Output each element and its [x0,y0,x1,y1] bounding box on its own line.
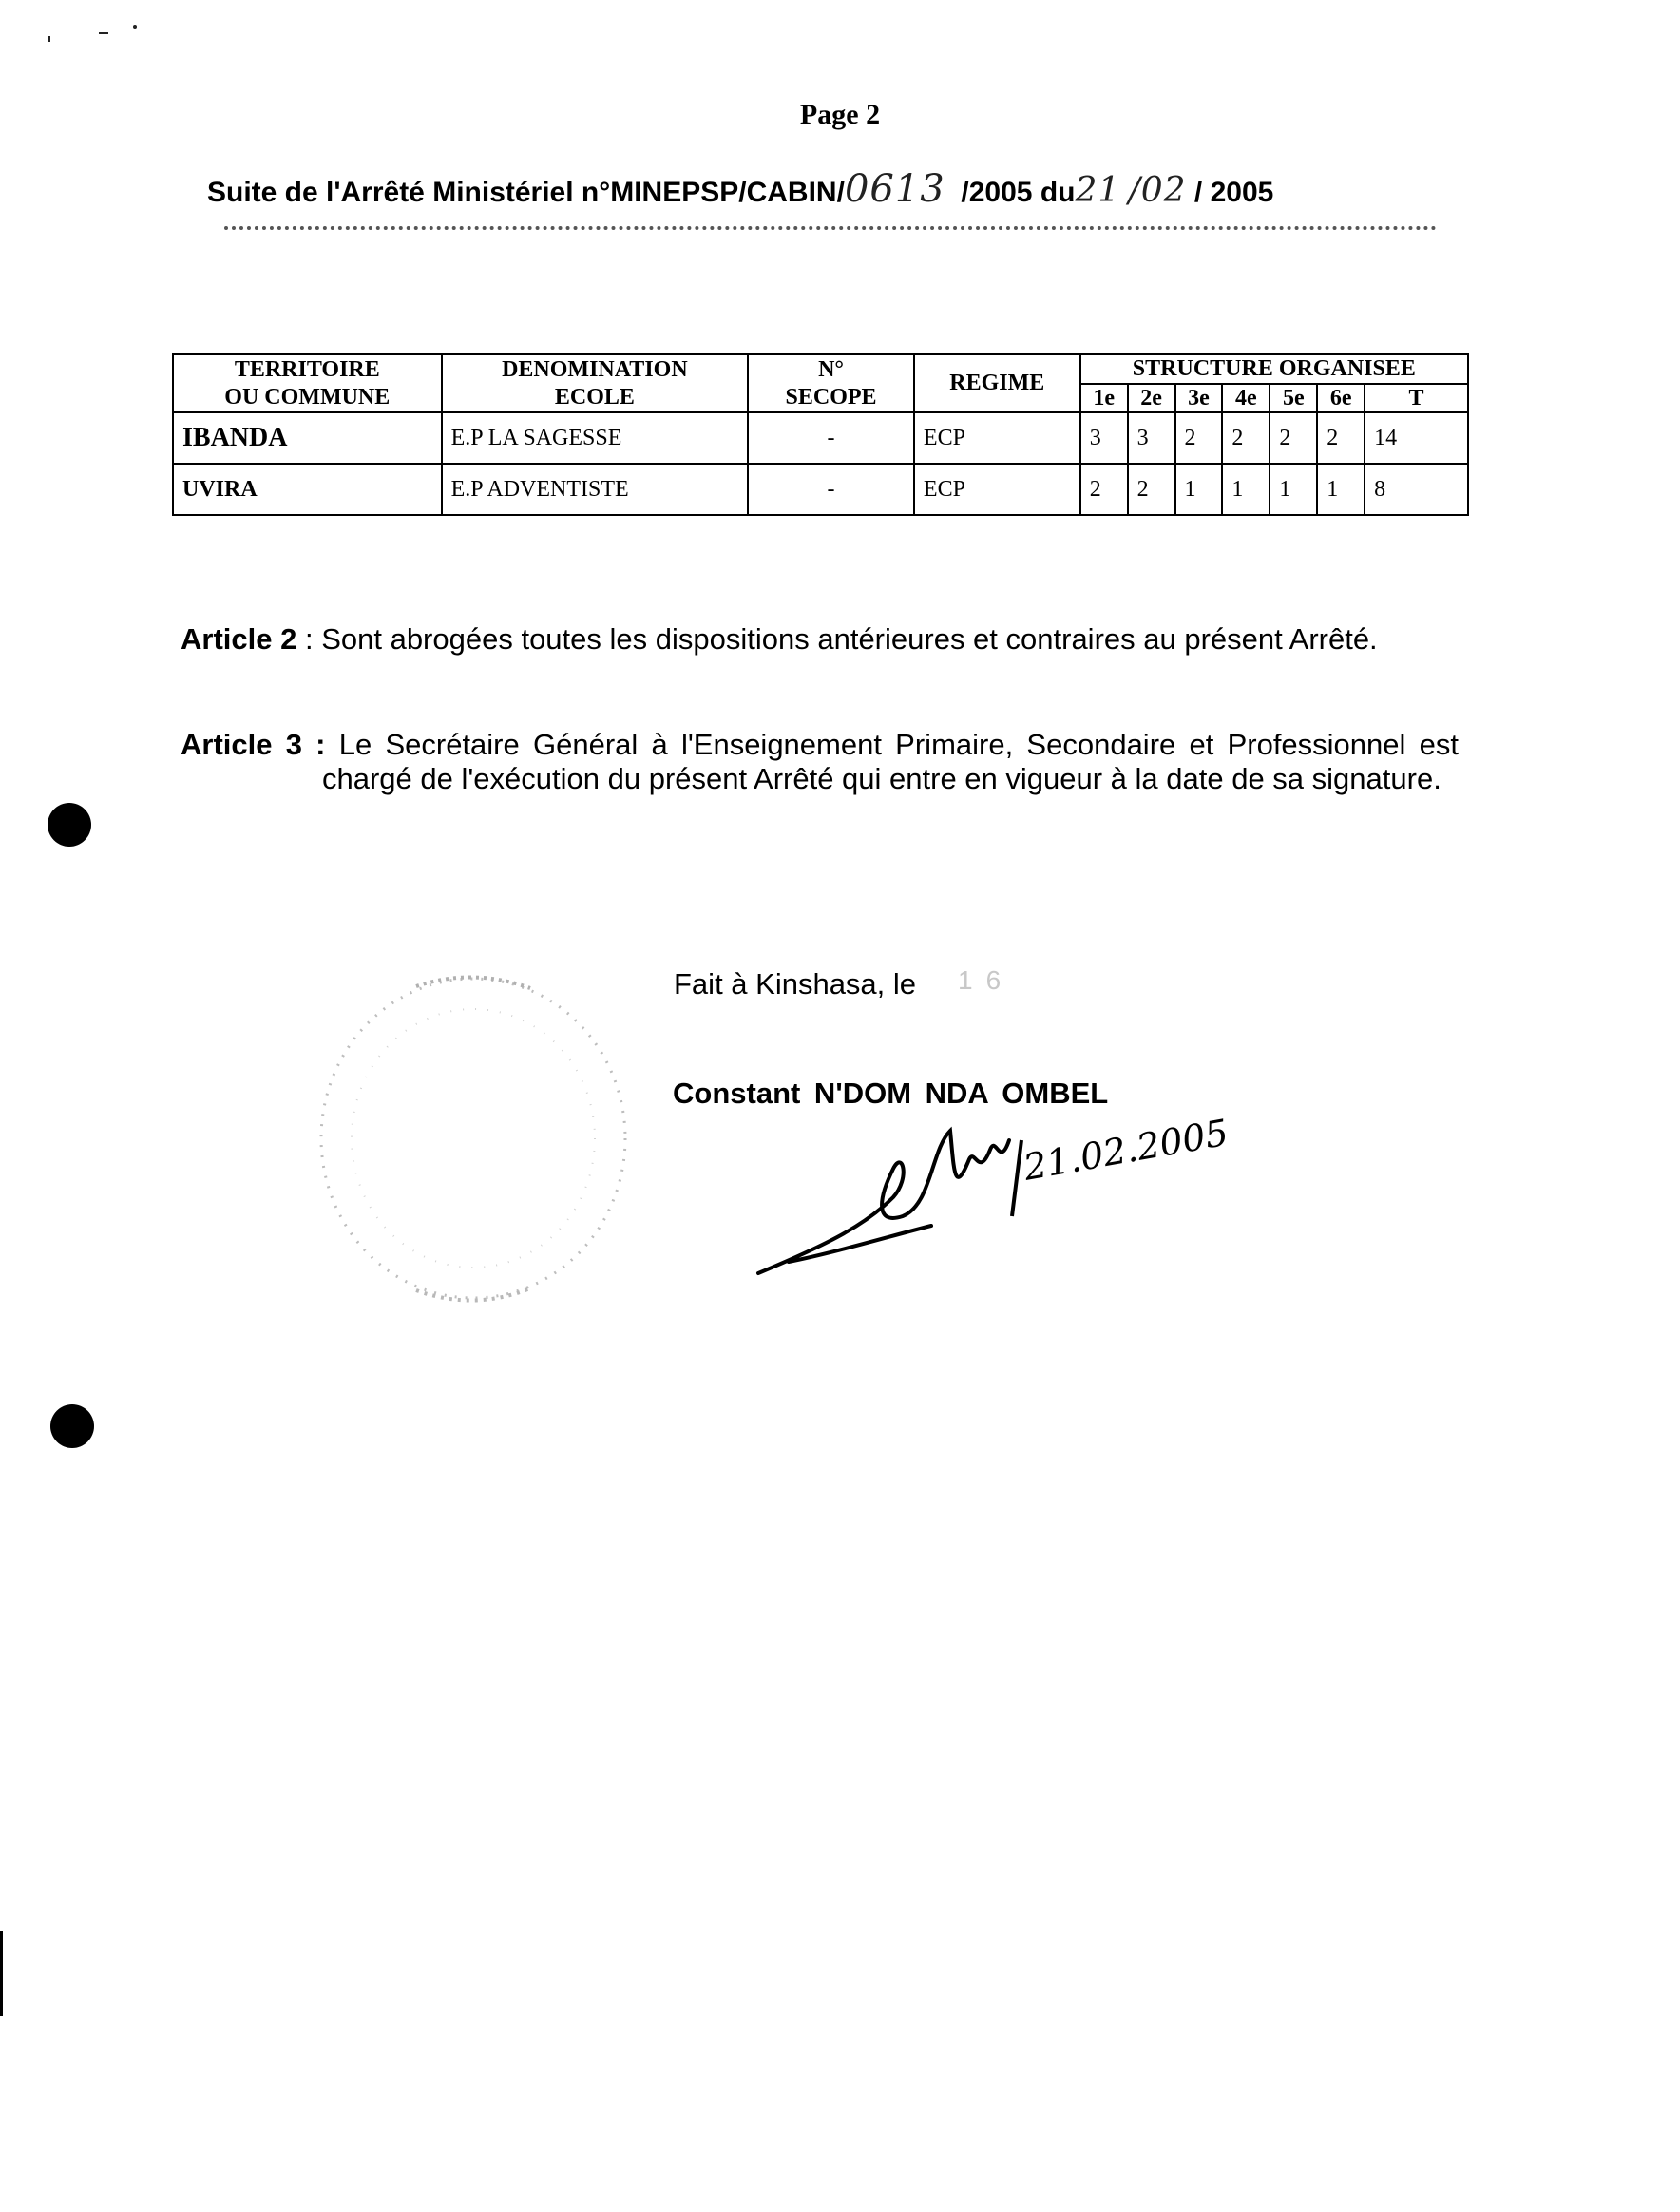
col-header-class: 1e [1080,384,1128,412]
handwritten-day: 21 [1075,171,1121,210]
cell-class-count: 3 [1080,412,1128,464]
col-header-line: N° [818,356,845,382]
cell-class-count: 1 [1270,464,1317,515]
cell-class-count: 1 [1175,464,1223,515]
col-header-class: 6e [1317,384,1365,412]
scan-speck [133,25,137,29]
col-header-regime: REGIME [914,354,1080,412]
table-row [173,412,1468,464]
col-header-class: 3e [1175,384,1223,412]
table-header-row [173,354,1468,384]
cell-class-count: 2 [1222,412,1270,464]
punch-hole-mark [50,1404,94,1448]
cell-class-count: 2 [1128,464,1175,515]
cell-ecole: E.P ADVENTISTE [442,464,749,515]
cell-class-count: 2 [1270,412,1317,464]
col-header-territoire [173,354,442,412]
col-header-structure: STRUCTURE ORGANISEE [1080,354,1468,384]
table-row [173,464,1468,515]
cell-class-count: 1 [1222,464,1270,515]
heading-prefix: Suite de l'Arrêté Ministériel n°MINEPSP/CABIN/ [207,177,845,208]
article-label: Article 3 : [181,728,326,761]
cell-regime: ECP [914,412,1080,464]
cell-class-count: 2 [1175,412,1223,464]
faded-seal-stamp [302,958,644,1319]
handwritten-signature [751,1093,1231,1283]
col-header-class: 5e [1270,384,1317,412]
decree-heading [207,167,1273,211]
cell-total: 14 [1365,412,1468,464]
col-header-denomination [442,354,749,412]
article-text: : Sont abrogées toutes les dispositions antérieures et contraires au présent Arrêté. [304,622,1378,656]
cell-class-count: 2 [1080,464,1128,515]
cell-territoire: UVIRA [173,464,442,515]
col-header-line: DENOMINATION [502,356,688,382]
cell-total: 8 [1365,464,1468,515]
dotted-rule [224,226,1437,230]
handwritten-month: /02 [1128,171,1187,210]
cell-class-count: 2 [1317,412,1365,464]
col-header-line: OU COMMUNE [224,384,391,410]
col-header-secope [748,354,914,412]
cell-territoire: IBANDA [173,412,442,464]
svg-text:21.02.2005: 21.02.2005 [1020,1111,1231,1189]
col-header-line: ECOLE [554,384,635,410]
article-text: Le Secrétaire Général à l'Enseignement Primaire, Secondaire et Professionnel est chargé de l'exécution du présent Arrêté qui entre en vigueur à la date de sa signature. [322,728,1459,795]
cell-secope: - [748,464,914,515]
page-number: Page 2 [799,99,881,130]
punch-hole-mark [48,803,91,847]
col-header-total: T [1365,384,1468,412]
article-label: Article 2 [181,622,297,656]
place-line: Fait à Kinshasa, le [674,967,917,1001]
col-header-class: 2e [1128,384,1175,412]
col-header-class: 4e [1222,384,1270,412]
col-header-line: SECOPE [785,384,877,410]
heading-year: /2005 du [961,177,1076,208]
cell-regime: ECP [914,464,1080,515]
cell-class-count: 1 [1317,464,1365,515]
heading-date-year: / 2005 [1193,177,1274,208]
cell-secope: - [748,412,914,464]
scan-speck [99,32,108,34]
cell-ecole: E.P LA SAGESSE [442,412,749,464]
scan-margin-line [0,1931,3,2016]
scan-speck [48,36,50,42]
cell-class-count: 3 [1128,412,1175,464]
handwritten-decree-number: 0613 [844,167,945,211]
article-2 [181,622,1459,657]
school-structure-table [172,353,1469,516]
article-3 [181,728,1459,796]
faded-date-stamp: 16 [958,965,1015,995]
signatory-name: Constant N'DOM NDA OMBEL [673,1077,1109,1110]
col-header-line: TERRITOIRE [234,356,380,382]
